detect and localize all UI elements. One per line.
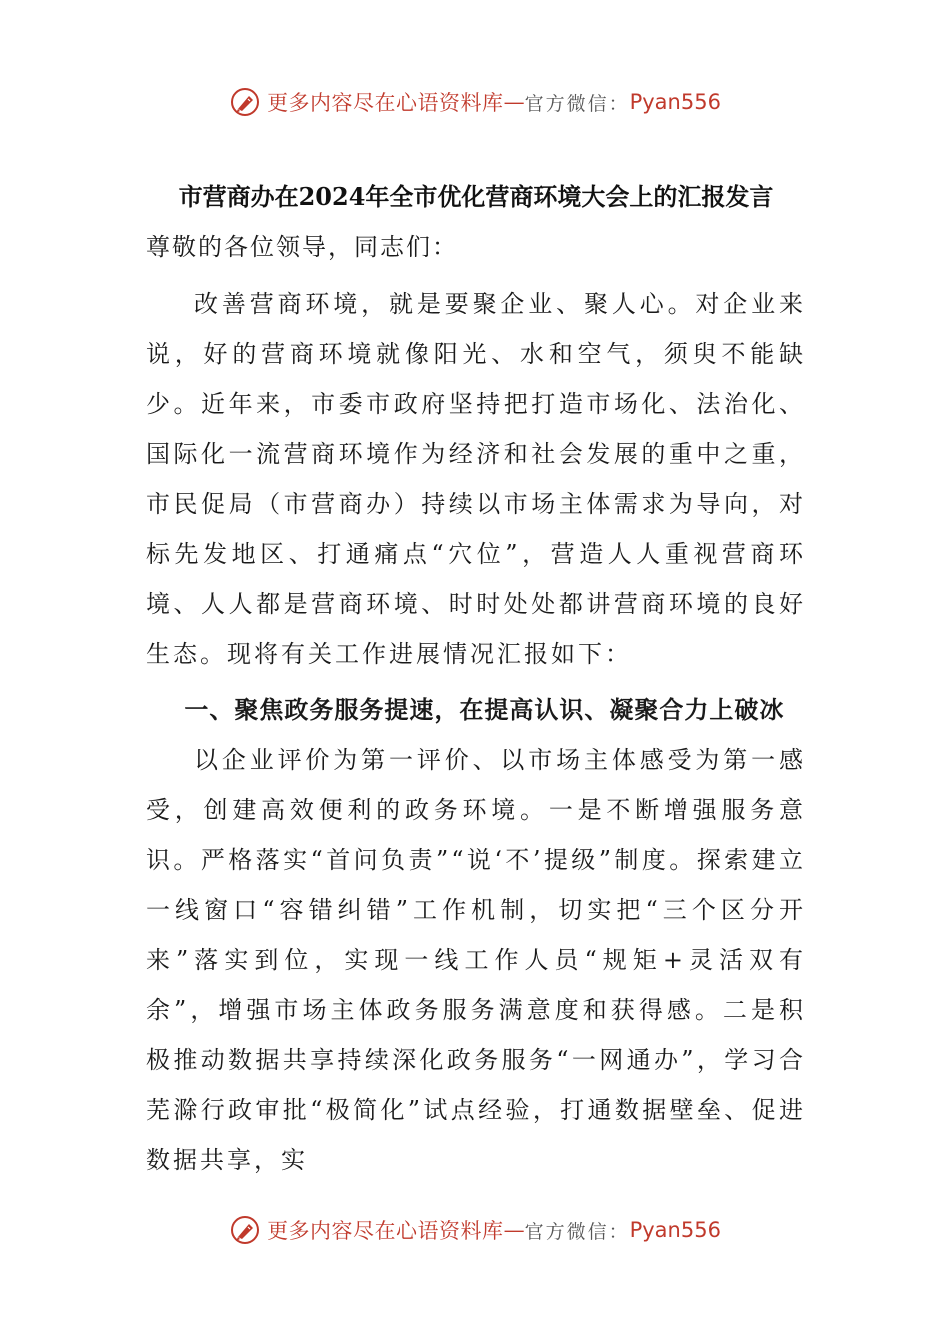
watermark-main-text: 更多内容尽在心语资料库 (267, 1219, 504, 1243)
watermark-separator: — (503, 90, 525, 114)
paragraph-intro: 改善营商环境，就是要聚企业、聚人心。对企业来说，好的营商环境就像阳光、水和空气，须臾不能缺少。近年来，市委市政府坚持把打造市场化、法治化、国际化一流营商环境作为经济和社会发展的重中之重，市民促局（市营商办）持续以市场主体需求为导向，对标先发地区、打通痛点“穴位”，营造人人重视营商环境、人人都是营商环境、时时处处都讲营商环境的良好生态。现将有关工作进展情况汇报如下： (146, 290, 806, 668)
watermark-main-text: 更多内容尽在心语资料库 (267, 91, 504, 115)
document-title: 市营商办在2024年全市优化营商环境大会上的汇报发言 (178, 182, 774, 211)
section-heading-1: 一、聚焦政务服务提速，在提高认识、凝聚合力上破冰 (184, 695, 785, 724)
watermark-wechat-id: Pyan556 (629, 1218, 721, 1242)
watermark-separator: — (503, 1218, 525, 1242)
header-watermark-banner (0, 82, 950, 122)
watermark-wechat-label: 官方微信： (524, 92, 630, 115)
watermark-wechat-label: 官方微信： (524, 1220, 630, 1243)
pen-nib-icon (229, 1214, 261, 1246)
pen-nib-icon (229, 86, 261, 118)
document-body (146, 172, 806, 1185)
watermark-wechat-id: Pyan556 (629, 90, 721, 114)
paragraph-section-1: 以企业评价为第一评价、以市场主体感受为第一感受，创建高效便利的政务环境。一是不断增强服务意识。严格落实“首问负责”“说‘不’提级”制度。探索建立一线窗口“容错纠错”工作机制，切实把“三个区分开来”落实到位，实现一线工作人员“规矩+灵活双有余”，增强市场主体政务服务满意度和获得感。二是积极推动数据共享持续深化政务服务“一网通办”，学习合芜滁行政审批“极简化”试点经验，打通数据壁垒、促进数据共享，实 (146, 746, 806, 1174)
footer-watermark-banner (0, 1210, 950, 1250)
salutation: 尊敬的各位领导，同志们： (146, 233, 458, 261)
